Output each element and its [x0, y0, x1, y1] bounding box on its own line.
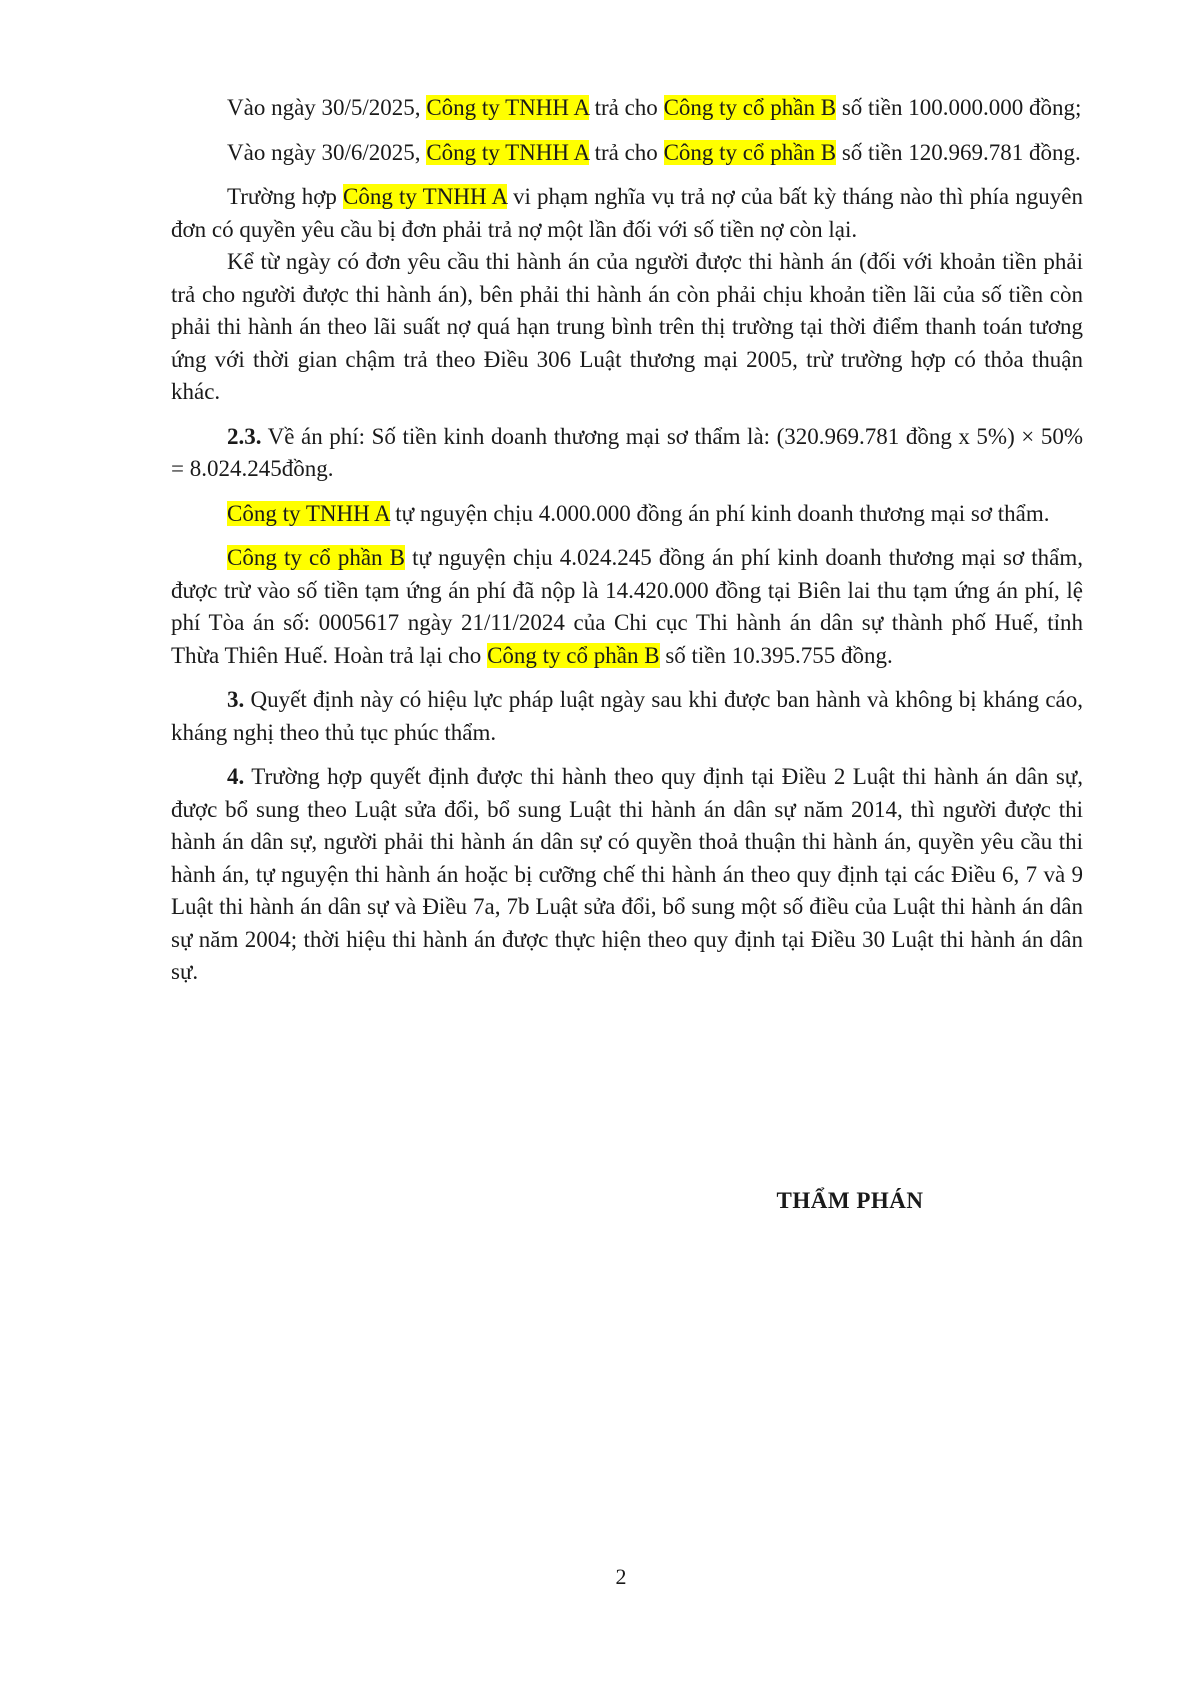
- paragraph-fee-company-b: [171, 542, 1083, 672]
- section-number: 4.: [227, 764, 245, 789]
- text-span: số tiền 100.000.000 đồng;: [836, 95, 1082, 120]
- highlighted-company-a: Công ty TNHH A: [227, 500, 390, 526]
- highlighted-company-b: Công ty cổ phần B: [487, 642, 660, 668]
- paragraph-interest-clause: [171, 246, 1083, 409]
- paragraph-enforcement: [171, 761, 1083, 989]
- highlighted-company-a: Công ty TNHH A: [426, 95, 589, 120]
- text-span: vi phạm nghĩa vụ trả nợ của bất kỳ tháng nào thì phía nguyên đơn có quyền yêu cầu bị đơn phải trả nợ một lần đối với số tiền nợ còn lại.: [171, 184, 1083, 242]
- highlighted-company-b: Công ty cổ phần B: [663, 95, 837, 120]
- paragraph-payment-june: [171, 137, 1083, 170]
- page-number: 2: [615, 1564, 627, 1589]
- paragraph-default-clause: [171, 181, 1083, 246]
- highlighted-company-b: Công ty cổ phần B: [227, 545, 406, 570]
- paragraph-effectiveness: [171, 684, 1083, 749]
- text-span: Về án phí: Số tiền kinh doanh thương mại sơ thẩm là: (320.969.781 đồng x 5%) × 50% = 8.024.245đồng.: [171, 423, 1083, 481]
- text-span: số tiền 10.395.755 đồng.: [659, 642, 893, 668]
- section-number: 3.: [227, 687, 245, 712]
- text-span: tự nguyện chịu 4.000.000 đồng án phí kinh doanh thương mại sơ thẩm.: [389, 500, 1050, 526]
- text-span: số tiền 120.969.781 đồng.: [836, 139, 1081, 165]
- section-number: 2.3.: [227, 423, 262, 449]
- paragraph-payment-may: [171, 92, 1083, 125]
- text-span: tự nguyện chịu 4.024.245 đồng án phí kinh doanh thương mại sơ thẩm, được trừ vào số tiền tạm ứng án phí đã nộp là 14.420.000 đồng tại Biên lai thu tạm ứng án phí, lệ phí Tòa án số: 0005617 ngày 21/11/2024 của Chi cục Thi hành án dân sự thành phố Huế, tỉnh Thừa Thiên Huế. Hoàn trả lại cho: [171, 545, 1083, 668]
- highlighted-company-a: Công ty TNHH A: [426, 139, 589, 165]
- text-span: Quyết định này có hiệu lực pháp luật ngày sau khi được ban hành và không bị kháng cáo, kháng nghị theo thủ tục phúc thẩm.: [171, 687, 1083, 745]
- text-span: Trường hợp quyết định được thi hành theo quy định tại Điều 2 Luật thi hành án dân sự, được bổ sung theo Luật sửa đổi, bổ sung Luật thi hành án dân sự năm 2014, thì người được thi hành án dân sự, người phải thi hành án dân sự có quyền thoả thuận thi hành án, quyền yêu cầu thi hành án, tự nguyện thi hành án hoặc bị cưỡng chế thi hành án theo quy định tại các Điều 6, 7 và 9 Luật thi hành án dân sự và Điều 7a, 7b Luật sửa đổi, bổ sung một số điều của Luật thi hành án dân sự năm 2004; thời hiệu thi hành án được thực hiện theo quy định tại Điều 30 Luật thi hành án dân sự.: [171, 764, 1083, 984]
- text-span: Trường hợp: [227, 184, 344, 209]
- text-span: Kể từ ngày có đơn yêu cầu thi hành án của người được thi hành án (đối với khoản tiền phải trả cho người được thi hành án), bên phải thi hành án còn phải chịu khoản tiền lãi của số tiền còn phải thi hành án theo lãi suất nợ quá hạn trung bình trên thị trường tại thời điểm thanh toán tương ứng với thời gian chậm trả theo Điều 306 Luật thương mại 2005, trừ trường hợp có thỏa thuận khác.: [171, 249, 1083, 404]
- document-body: [171, 92, 1083, 1001]
- paragraph-fee-company-a: [171, 498, 1083, 531]
- text-span: Vào ngày 30/6/2025,: [227, 139, 427, 165]
- text-span: Vào ngày 30/5/2025,: [227, 95, 427, 120]
- highlighted-company-b: Công ty cổ phần B: [663, 139, 837, 165]
- signature-title: THẨM PHÁN: [776, 1188, 924, 1213]
- text-span: trả cho: [588, 95, 664, 120]
- text-span: trả cho: [588, 139, 664, 165]
- paragraph-court-fee: [171, 421, 1083, 486]
- highlighted-company-a: Công ty TNHH A: [343, 184, 507, 209]
